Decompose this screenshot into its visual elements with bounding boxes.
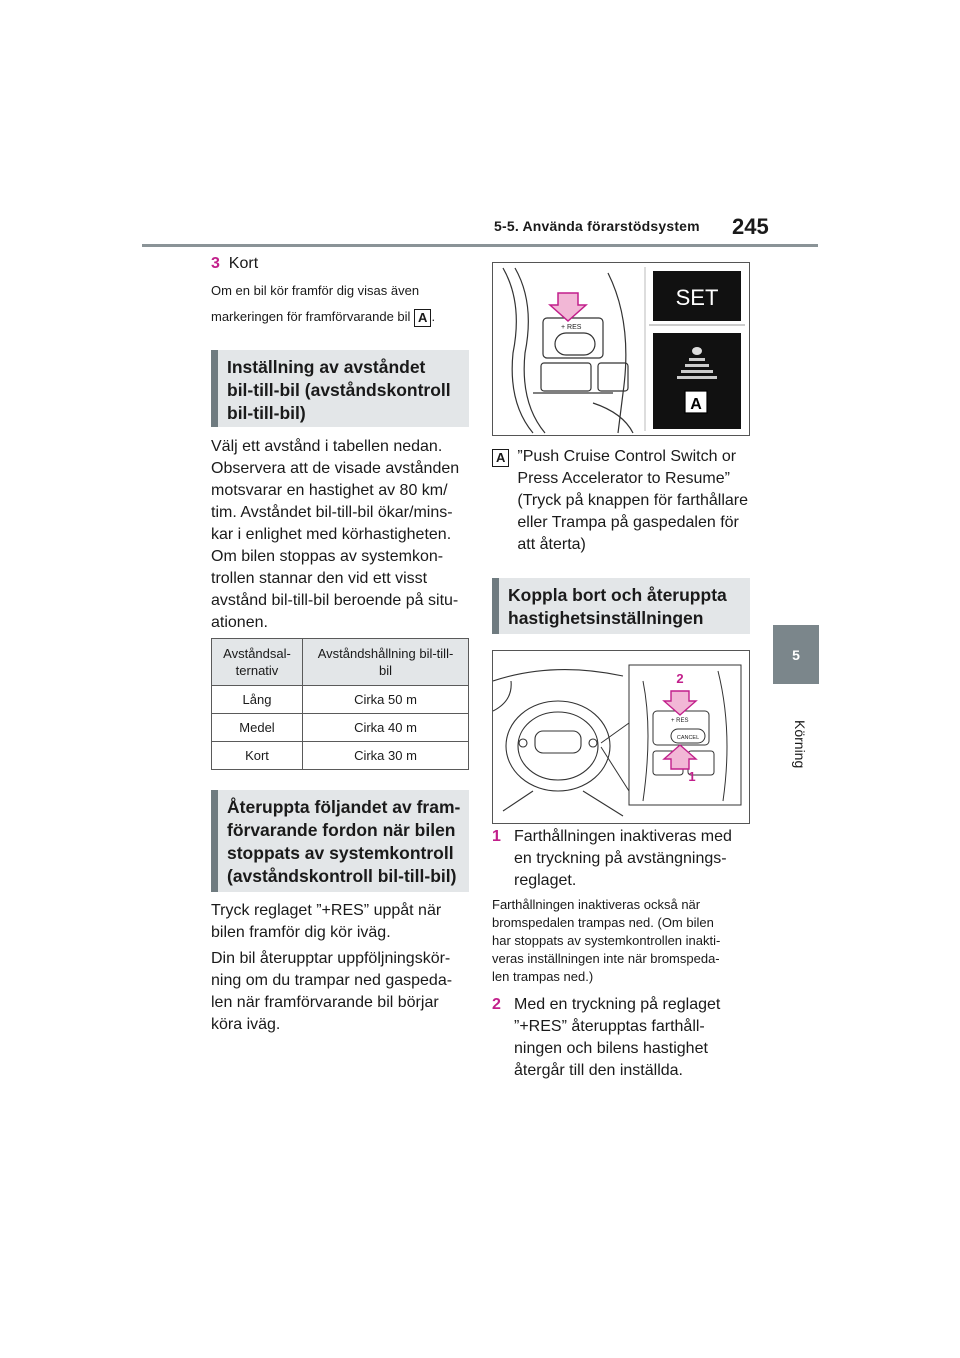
text-line: återgår till den inställda. — [514, 1062, 683, 1079]
item-3-note-line1: Om en bil kör framför dig visas även — [211, 283, 420, 298]
heading-resume-following — [211, 790, 469, 892]
heading-line: Koppla bort och återuppta — [508, 585, 727, 605]
table-row — [212, 742, 469, 770]
table-cell: Cirka 50 m — [303, 686, 469, 714]
figure1-caption — [492, 446, 757, 556]
table-cell: Lång — [212, 686, 303, 714]
caption-line: (Tryck på knappen för farthållare — [517, 492, 749, 509]
text-line: Observera att de visade avstånden — [211, 460, 460, 477]
note-brake — [492, 896, 760, 986]
heading-distance-setting — [211, 350, 469, 427]
chapter-tab: 5 — [773, 625, 819, 684]
display-set-text: SET — [675, 285, 719, 310]
paragraph-press-res — [211, 900, 441, 944]
text-line: en tryckning på avstängnings- — [514, 850, 727, 867]
caption-line: ”Push Cruise Control Switch or — [517, 448, 737, 465]
text-line: Om bilen stoppas av systemkon- — [211, 548, 444, 565]
step-number: 1 — [492, 828, 501, 845]
caption-line: att återta) — [517, 536, 586, 553]
table-row — [212, 714, 469, 742]
item-title: Kort — [228, 255, 259, 272]
text-line: bilen framför dig kör iväg. — [211, 924, 391, 941]
paragraph-resume — [211, 948, 452, 1036]
heading-line: förvarande fordon när bilen — [227, 820, 456, 840]
heading-line: stoppats av systemkontroll — [227, 843, 454, 863]
header-rule — [142, 244, 818, 247]
text-line: Farthållningen inaktiveras också när — [492, 897, 701, 912]
text-line: Tryck reglaget ”+RES” uppåt när — [211, 902, 442, 919]
table-header-cell: Avståndshållning bil-till- bil — [303, 639, 469, 686]
callout-2: 2 — [676, 671, 684, 686]
button-res-label: + RES — [671, 718, 689, 724]
button-res-label: + RES — [561, 324, 582, 331]
button-cancel-label: CANCEL — [676, 735, 700, 741]
table-cell: Kort — [212, 742, 303, 770]
text-line: reglaget. — [514, 872, 577, 889]
text-line: len när framförvarande bil börjar — [211, 994, 439, 1011]
text-line: ”+RES” återupptas farthåll- — [514, 1018, 705, 1035]
table-header-cell: Avståndsal- ternativ — [212, 639, 303, 686]
steering-switch-illustration — [493, 263, 749, 435]
text-line: ning om du trampar ned gaspeda- — [211, 972, 453, 989]
text-line: tim. Avståndet bil-till-bil ökar/mins- — [211, 504, 453, 521]
text-line: har stoppats av systemkontrollen inakti- — [492, 933, 721, 948]
heading-line: bil-till-bil (avståndskontroll — [227, 380, 451, 400]
text-line: len trampas ned.) — [492, 969, 594, 984]
caption-line: Press Accelerator to Resume” — [517, 470, 730, 487]
heading-cancel-resume — [492, 578, 750, 634]
table-cell: Medel — [212, 714, 303, 742]
callout-1: 1 — [688, 769, 696, 784]
step-number: 2 — [492, 996, 501, 1013]
heading-line: (avståndskontroll bil-till-bil) — [227, 866, 457, 886]
text-line: veras inställningen inte när bromspeda- — [492, 951, 720, 966]
cancel-switch-illustration — [493, 651, 749, 823]
text-line: motsvarar en hastighet av 80 km/ — [211, 482, 448, 499]
text-line: kar i enlighet med körhastigheten. — [211, 526, 452, 543]
heading-line: Inställning av avståndet — [227, 357, 426, 377]
table-header-row — [212, 639, 469, 686]
text-line: Din bil återupptar uppföljningskör- — [211, 950, 451, 967]
text-line: bromspedalen trampas ned. (Om bilen — [492, 915, 714, 930]
figure-cancel-switch — [492, 650, 750, 824]
table-cell: Cirka 40 m — [303, 714, 469, 742]
note-text: markeringen för framförvarande bil — [211, 309, 411, 324]
figure-steering-switch-display — [492, 262, 750, 436]
heading-line: Återuppta följandet av fram- — [227, 797, 461, 817]
chapter-label — [780, 720, 820, 780]
item-3 — [211, 253, 258, 275]
text-line: trollen stannar den vid ett visst — [211, 570, 428, 587]
paragraph-distance — [211, 436, 473, 634]
distance-table — [211, 638, 469, 770]
page-number: 245 — [732, 214, 769, 239]
chapter-name: Körning — [792, 720, 808, 769]
display-marker-text: A — [690, 396, 702, 413]
step-1 — [492, 826, 757, 892]
text-line: köra iväg. — [211, 1016, 281, 1033]
step-2 — [492, 994, 757, 1082]
section-title: 5-5. Använda förarstödsystem — [494, 218, 700, 234]
text-line: Välj ett avstånd i tabellen nedan. — [211, 438, 443, 455]
text-line: ationen. — [211, 614, 268, 631]
heading-line: bil-till-bil) — [227, 403, 306, 423]
text-line: avstånd bil-till-bil beroende på situ- — [211, 592, 459, 609]
caption-line: eller Trampa på gaspedalen för — [517, 514, 739, 531]
item-number: 3 — [211, 255, 220, 272]
text-line: Farthållningen inaktiveras med — [514, 828, 732, 845]
marker-a: A — [414, 309, 431, 327]
item-3-note-line2 — [211, 307, 435, 327]
heading-line: hastighetsinställningen — [508, 608, 704, 628]
arrow-down-icon — [550, 293, 586, 321]
caption-marker: A — [492, 449, 509, 467]
note-end: . — [431, 309, 436, 324]
table-cell: Cirka 30 m — [303, 742, 469, 770]
text-line: Med en tryckning på reglaget — [514, 996, 721, 1013]
text-line: ningen och bilens hastighet — [514, 1040, 708, 1057]
table-row — [212, 686, 469, 714]
